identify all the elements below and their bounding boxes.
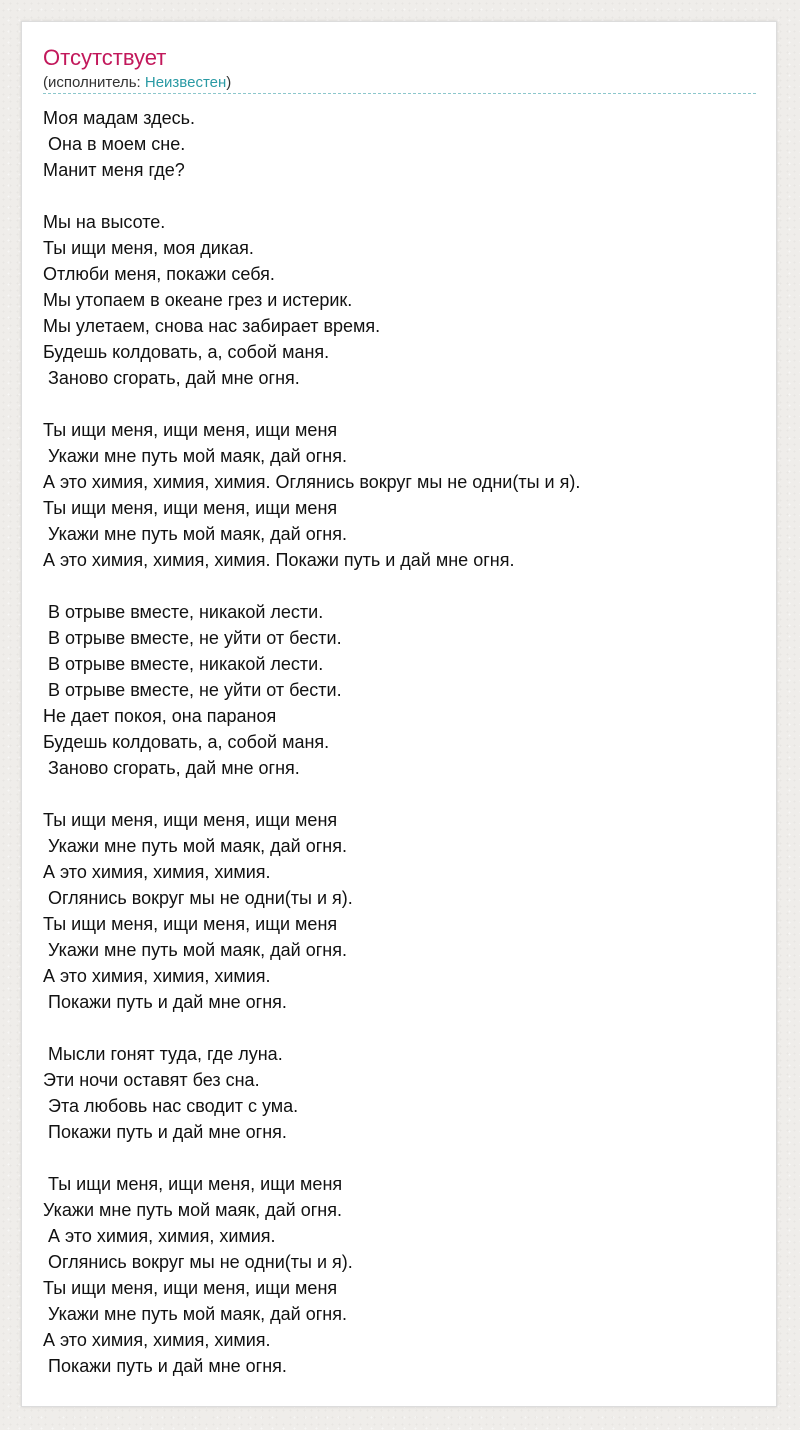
lyric-line: А это химия, химия, химия. Покажи путь и дай мне огня. [43, 550, 515, 570]
lyric-blank-line [43, 573, 758, 599]
lyric-line: Она в моем сне. [43, 134, 186, 154]
artist-prefix: (исполнитель: [43, 74, 145, 91]
lyric-line: Ты ищи меня, ищи меня, ищи меня [43, 1174, 343, 1194]
lyric-line: Отлюби меня, покажи себя. [43, 264, 275, 284]
lyric-line: А это химия, химия, химия. [43, 966, 271, 986]
dashed-divider [43, 93, 756, 94]
lyric-line: Оглянись вокруг мы не одни(ты и я). [43, 888, 353, 908]
lyric-blank-line [43, 1015, 758, 1041]
lyric-line: Моя мадам здесь. [43, 108, 195, 128]
song-title: Отсутствует [43, 45, 167, 70]
lyric-line: Мы утопаем в океане грез и истерик. [43, 290, 353, 310]
lyric-line: Укажи мне путь мой маяк, дай огня. [43, 940, 347, 960]
lyric-blank-line [43, 781, 758, 807]
lyric-line: В отрыве вместе, никакой лести. [43, 654, 324, 674]
lyric-line: Оглянись вокруг мы не одни(ты и я). [43, 1252, 353, 1272]
artist-link[interactable]: Неизвестен [144, 74, 227, 91]
lyric-line: Манит меня где? [43, 160, 185, 180]
lyric-line: Ты ищи меня, ищи меня, ищи меня [43, 1278, 338, 1298]
lyric-line: Ты ищи меня, моя дикая. [43, 238, 254, 258]
lyric-line: Мысли гонят туда, где луна. [43, 1044, 283, 1064]
lyric-line: Укажи мне путь мой маяк, дай огня. [43, 1200, 342, 1220]
lyric-line: Ты ищи меня, ищи меня, ищи меня [43, 498, 338, 518]
lyric-line: Заново сгорать, дай мне огня. [43, 758, 300, 778]
lyric-line: Укажи мне путь мой маяк, дай огня. [43, 1304, 347, 1324]
lyric-line: А это химия, химия, химия. Оглянись вокруг мы не одни(ты и я). [43, 472, 581, 492]
lyric-line: Будешь колдовать, а, собой маня. [43, 732, 330, 752]
lyric-line: А это химия, химия, химия. [43, 1226, 276, 1246]
lyric-line: Мы на высоте. [43, 212, 166, 232]
lyrics-text [43, 105, 758, 1379]
artist-suffix: ) [226, 74, 232, 91]
lyric-line: Покажи путь и дай мне огня. [43, 1356, 287, 1376]
lyric-blank-line [43, 1145, 758, 1171]
lyric-line: Покажи путь и дай мне огня. [43, 1122, 287, 1142]
lyric-line: В отрыве вместе, не уйти от бести. [43, 680, 342, 700]
lyric-blank-line [43, 183, 758, 209]
lyric-line: Эта любовь нас сводит с ума. [43, 1096, 299, 1116]
lyric-line: А это химия, химия, химия. [43, 862, 271, 882]
lyric-line: Ты ищи меня, ищи меня, ищи меня [43, 810, 338, 830]
lyric-line: Ты ищи меня, ищи меня, ищи меня [43, 914, 338, 934]
lyric-blank-line [43, 391, 758, 417]
lyrics-card [21, 21, 777, 1407]
lyric-line: Не дает покоя, она параноя [43, 706, 277, 726]
lyric-line: В отрыве вместе, не уйти от бести. [43, 628, 342, 648]
lyric-line: В отрыве вместе, никакой лести. [43, 602, 324, 622]
lyric-line: Укажи мне путь мой маяк, дай огня. [43, 836, 347, 856]
lyric-line: Эти ночи оставят без сна. [43, 1070, 260, 1090]
lyric-line: Покажи путь и дай мне огня. [43, 992, 287, 1012]
lyric-line: Ты ищи меня, ищи меня, ищи меня [43, 420, 338, 440]
artist-line [43, 73, 231, 93]
lyric-line: Заново сгорать, дай мне огня. [43, 368, 300, 388]
lyric-line: Укажи мне путь мой маяк, дай огня. [43, 524, 347, 544]
lyric-line: Мы улетаем, снова нас забирает время. [43, 316, 381, 336]
lyric-line: Укажи мне путь мой маяк, дай огня. [43, 446, 347, 466]
lyric-line: А это химия, химия, химия. [43, 1330, 271, 1350]
lyric-line: Будешь колдовать, а, собой маня. [43, 342, 330, 362]
